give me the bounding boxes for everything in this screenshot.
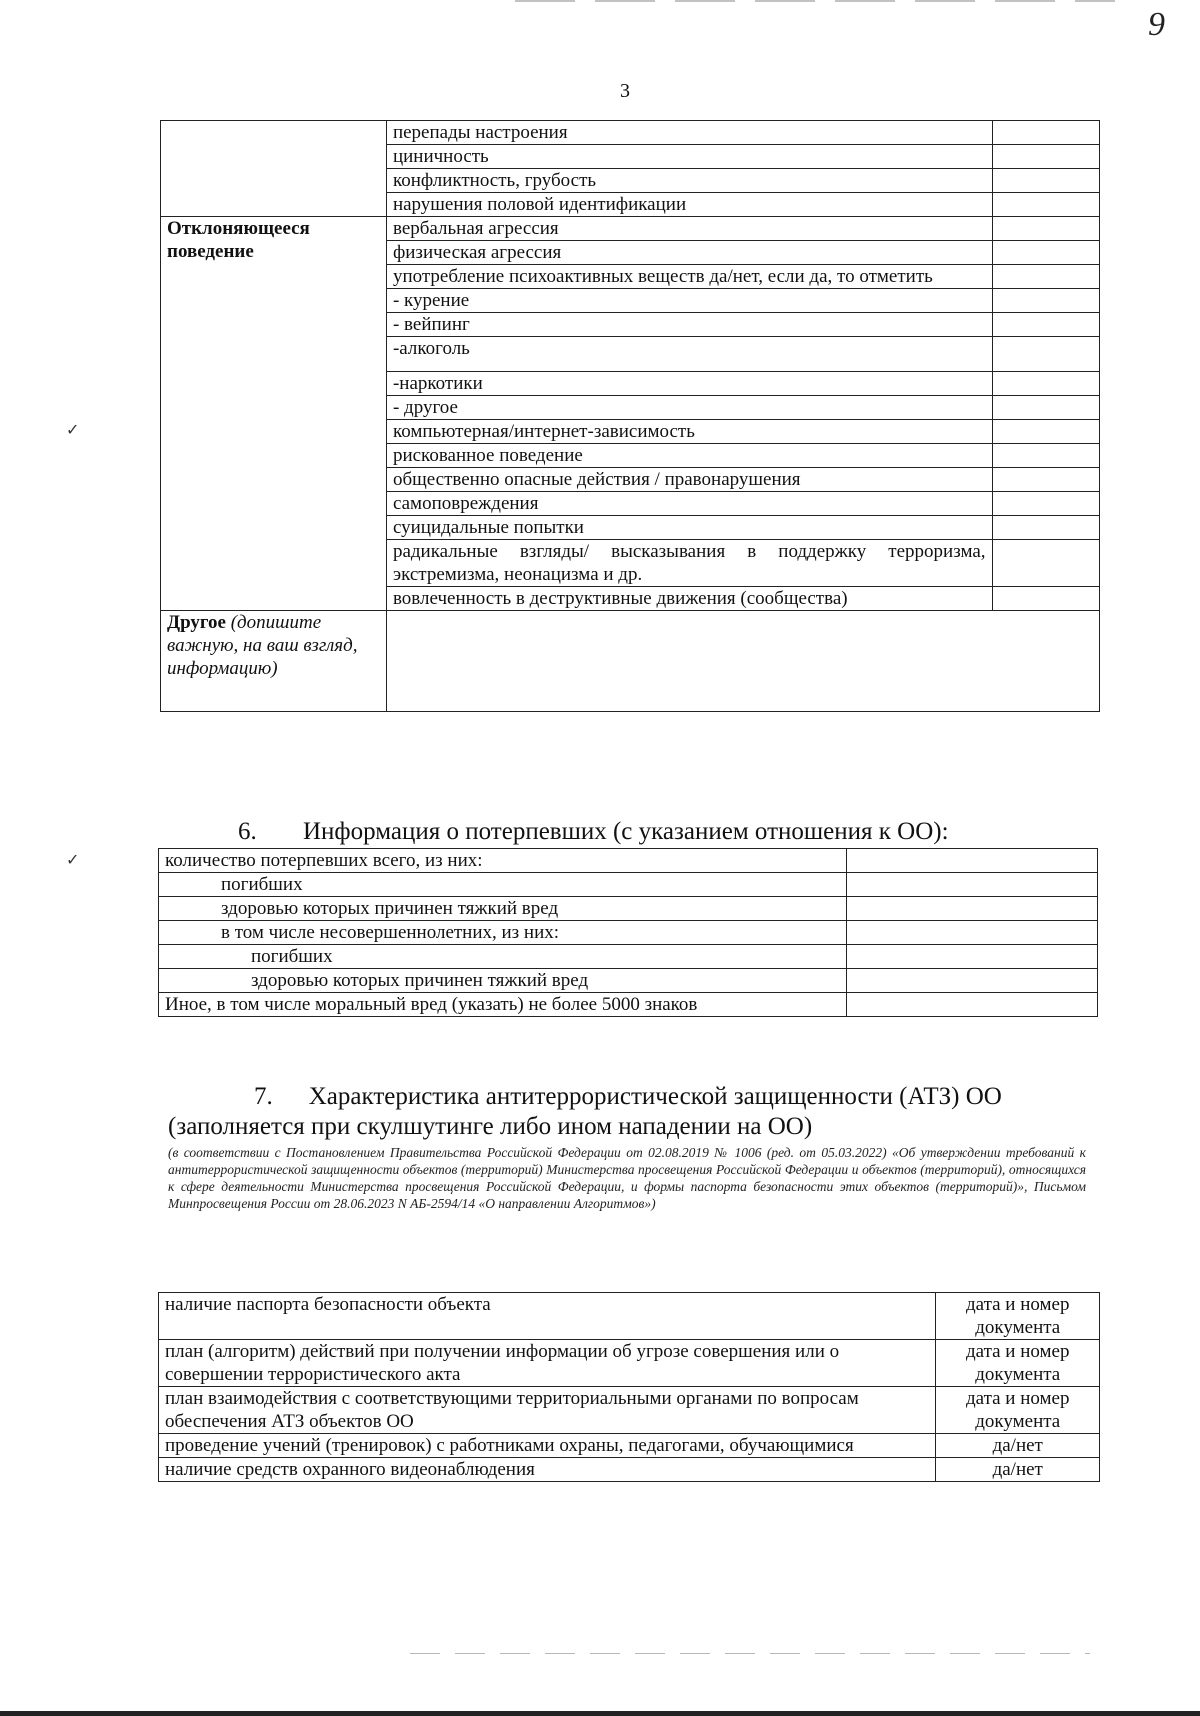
value-cell[interactable] [992, 540, 1099, 587]
row-label: проведение учений (тренировок) с работниками охраны, педагогами, обучающимися [159, 1434, 936, 1458]
victims-table [158, 848, 1098, 1017]
item-cell: физическая агрессия [386, 241, 992, 265]
item-cell: циничность [386, 145, 992, 169]
row-label: наличие средств охранного видеонаблюдения [159, 1458, 936, 1482]
value-cell[interactable] [992, 121, 1099, 145]
row-label: план (алгоритм) действий при получении информации об угрозе совершения или о совершении террористического акта [159, 1340, 936, 1387]
value-cell[interactable] [992, 468, 1099, 492]
value-cell[interactable] [846, 873, 1097, 897]
table-row [159, 1458, 1100, 1482]
table-row [159, 945, 1098, 969]
table-row [161, 121, 1100, 145]
item-cell: перепады настроения [386, 121, 992, 145]
value-cell[interactable] [992, 516, 1099, 540]
item-cell: - вейпинг [386, 313, 992, 337]
item-cell: нарушения половой идентификации [386, 193, 992, 217]
category-deviant-behavior: Отклоняющееся поведение [161, 217, 387, 611]
table-row [161, 217, 1100, 241]
table-row [159, 993, 1098, 1017]
value-cell[interactable] [992, 420, 1099, 444]
value-cell[interactable] [992, 492, 1099, 516]
anti-terror-table [158, 1292, 1100, 1482]
scan-artifact-bottom [410, 1653, 1090, 1654]
value-cell[interactable] [992, 241, 1099, 265]
value-cell[interactable] [992, 313, 1099, 337]
value-cell[interactable] [846, 921, 1097, 945]
page-number: 3 [620, 80, 630, 102]
row-value[interactable]: да/нет [936, 1458, 1100, 1482]
section-7-heading [168, 1082, 1100, 1142]
table-row-other [161, 611, 1100, 712]
row-label: план взаимодействия с соответствующими территориальными органами по вопросам обеспечения АТЗ объектов ОО [159, 1387, 936, 1434]
section-number: 7. [254, 1083, 273, 1110]
value-cell[interactable] [992, 337, 1099, 372]
row-label: здоровью которых причинен тяжкий вред [159, 897, 847, 921]
value-cell[interactable] [992, 587, 1099, 611]
table-row [159, 897, 1098, 921]
section-title: Информация о потерпевших (с указанием отношения к ОО): [303, 818, 949, 845]
value-cell[interactable] [992, 193, 1099, 217]
table-row [159, 969, 1098, 993]
item-cell: самоповреждения [386, 492, 992, 516]
other-label: Другое [167, 612, 226, 633]
section-number: 6. [238, 818, 257, 845]
table-row [159, 1387, 1100, 1434]
table-row [159, 1293, 1100, 1340]
value-cell[interactable] [846, 945, 1097, 969]
value-cell[interactable] [992, 396, 1099, 420]
item-cell: конфликтность, грубость [386, 169, 992, 193]
value-cell[interactable] [992, 217, 1099, 241]
value-cell[interactable] [992, 289, 1099, 313]
item-cell: суицидальные попытки [386, 516, 992, 540]
row-label: погибших [159, 945, 847, 969]
value-cell[interactable] [846, 897, 1097, 921]
item-cell: -алкоголь [386, 337, 992, 372]
category-other [161, 611, 387, 712]
item-cell: - другое [386, 396, 992, 420]
table-row [159, 873, 1098, 897]
legal-reference-note: (в соответствии с Постановлением Правительства Российской Федерации от 02.08.2019 № 1006 (ред. от 05.03.2022) «Об утверждении требований к антитеррористической защищенности объектов (территорий) Министерства просвещения Российской Федерации и объектов (территорий), относящихся к сфере деятельности Министерства просвещения Российской Федерации, и формы паспорта безопасности этих объектов (территорий)», Письмом Минпросвещения России от 28.06.2023 N АБ-2594/14 «О направлении Алгоритмов») [168, 1145, 1086, 1211]
item-cell: -наркотики [386, 372, 992, 396]
handwritten-page-number: 9 [1148, 6, 1165, 43]
value-cell[interactable] [846, 969, 1097, 993]
value-cell[interactable] [992, 265, 1099, 289]
row-label: количество потерпевших всего, из них: [159, 849, 847, 873]
margin-mark: ✓ [66, 852, 80, 869]
page-edge [0, 1711, 1200, 1716]
value-cell[interactable] [846, 849, 1097, 873]
value-cell[interactable] [992, 444, 1099, 468]
row-value[interactable]: да/нет [936, 1434, 1100, 1458]
margin-mark: ✓ [66, 422, 80, 439]
row-value[interactable]: дата и номер документа [936, 1340, 1100, 1387]
row-label: в том числе несовершеннолетних, из них: [159, 921, 847, 945]
section-title: Характеристика антитеррористической защищенности (АТЗ) ОО (заполняется при скулшутинге либо ином нападении на ОО) [168, 1083, 1002, 1140]
row-label: здоровью которых причинен тяжкий вред [159, 969, 847, 993]
item-cell: вербальная агрессия [386, 217, 992, 241]
behavior-table [160, 120, 1100, 712]
value-cell[interactable] [992, 372, 1099, 396]
category-cell-empty [161, 121, 387, 217]
value-cell[interactable] [992, 145, 1099, 169]
table-row [159, 1434, 1100, 1458]
section-6-heading [238, 818, 949, 846]
item-cell: вовлеченность в деструктивные движения (сообщества) [386, 587, 992, 611]
table-row [159, 921, 1098, 945]
item-cell: радикальные взгляды/ высказывания в поддержку терроризма, экстремизма, неонацизма и др. [386, 540, 992, 587]
item-cell: компьютерная/интернет-зависимость [386, 420, 992, 444]
table-row [159, 1340, 1100, 1387]
table-row [159, 849, 1098, 873]
item-cell: употребление психоактивных веществ да/нет, если да, то отметить [386, 265, 992, 289]
item-cell: общественно опасные действия / правонарушения [386, 468, 992, 492]
value-cell[interactable] [992, 169, 1099, 193]
row-value[interactable]: дата и номер документа [936, 1387, 1100, 1434]
other-hint: (допишите важную, на ваш взгляд, информацию) [167, 612, 358, 679]
scan-artifact-top [515, 0, 1115, 2]
value-cell[interactable] [846, 993, 1097, 1017]
row-label: погибших [159, 873, 847, 897]
row-label: Иное, в том числе моральный вред (указать) не более 5000 знаков [159, 993, 847, 1017]
row-value[interactable]: дата и номер документа [936, 1293, 1100, 1340]
other-value-cell[interactable] [386, 611, 1099, 712]
row-label: наличие паспорта безопасности объекта [159, 1293, 936, 1340]
item-cell: - курение [386, 289, 992, 313]
item-cell: рискованное поведение [386, 444, 992, 468]
